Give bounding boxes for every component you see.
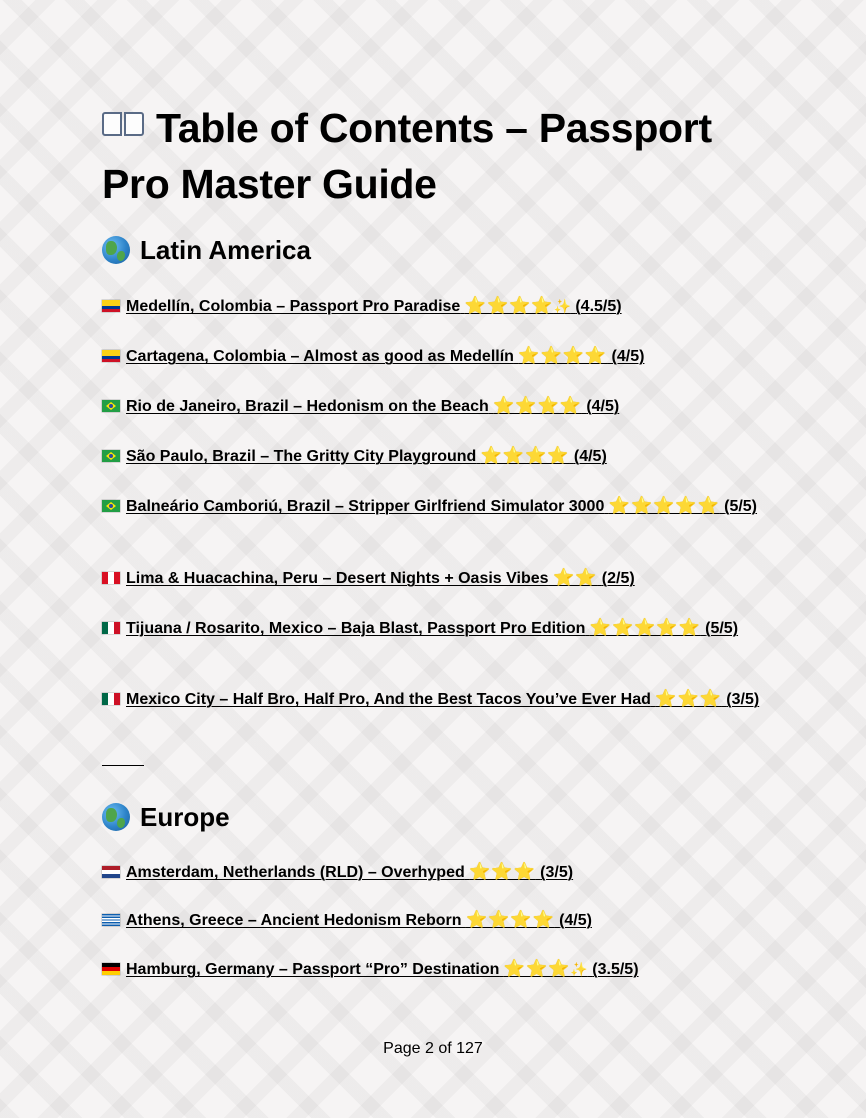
star-rating-icons: ⭐⭐⭐ [655, 689, 722, 708]
section-heading-text: Europe [140, 802, 230, 832]
globe-icon [102, 803, 130, 831]
toc-entry-rio-de-janeiro[interactable] [102, 394, 772, 419]
peru-flag-icon [102, 572, 120, 584]
germany-flag-icon [102, 963, 120, 975]
toc-entry-rating: (3/5) [726, 691, 760, 708]
toc-entry-rating: (5/5) [724, 498, 758, 515]
toc-entry-text: Cartagena, Colombia – Almost as good as Medellín [126, 348, 514, 365]
toc-entry-text: Medellín, Colombia – Passport Pro Paradise [126, 298, 461, 315]
toc-entry-rating: (5/5) [705, 620, 739, 637]
toc-entry-text: São Paulo, Brazil – The Gritty City Playground [126, 448, 477, 465]
toc-entry-text: Rio de Janeiro, Brazil – Hedonism on the Beach [126, 398, 489, 415]
toc-entry-rating: (4/5) [559, 912, 592, 929]
globe-icon [102, 236, 130, 264]
greece-flag-icon [102, 914, 120, 926]
toc-entry-text: Tijuana / Rosarito, Mexico – Baja Blast, Passport Pro Edition [126, 620, 586, 637]
open-book-icon [102, 110, 144, 140]
toc-entry-rating: (3/5) [540, 864, 574, 881]
star-rating-icons: ⭐⭐⭐⭐⭐ [589, 618, 701, 637]
mexico-flag-icon [102, 693, 120, 705]
brazil-flag-icon [102, 400, 120, 412]
toc-entry-athens[interactable] [102, 908, 772, 933]
sparkle-icon: ✨ [570, 961, 588, 977]
toc-entry-mexico-city[interactable] [102, 687, 772, 712]
toc-entry-text: Athens, Greece – Ancient Hedonism Reborn [126, 912, 462, 929]
colombia-flag-icon [102, 300, 120, 312]
brazil-flag-icon [102, 450, 120, 462]
toc-entry-lima-huacachina[interactable] [102, 566, 772, 591]
toc-entry-amsterdam[interactable] [102, 860, 772, 885]
toc-entry-hamburg[interactable] [102, 957, 772, 982]
toc-entry-text: Mexico City – Half Bro, Half Pro, And the Best Tacos You’ve Ever Had [126, 691, 651, 708]
toc-entry-cartagena[interactable] [102, 344, 772, 369]
star-rating-icons: ⭐⭐ [553, 568, 598, 587]
star-rating-icons: ⭐⭐⭐⭐⭐ [608, 496, 720, 515]
document-title [102, 100, 772, 212]
toc-entry-rating: (2/5) [601, 570, 635, 587]
star-rating-icons: ⭐⭐⭐⭐ [465, 910, 555, 929]
toc-entry-rating: (4/5) [586, 398, 620, 415]
star-rating-icons: ⭐⭐⭐ [503, 959, 571, 978]
mexico-flag-icon [102, 622, 120, 634]
star-rating-icons: ⭐⭐⭐ [469, 862, 536, 881]
section-heading-text: Latin America [140, 235, 311, 265]
section-heading-europe [102, 801, 230, 833]
toc-entry-balneario-camboriu[interactable] [102, 494, 772, 519]
section-divider [102, 765, 144, 766]
star-rating-icons: ⭐⭐⭐⭐ [464, 296, 554, 315]
toc-entry-text: Balneário Camboriú, Brazil – Stripper Girlfriend Simulator 3000 [126, 498, 605, 515]
toc-entry-text: Hamburg, Germany – Passport “Pro” Destination [126, 961, 500, 978]
star-rating-icons: ⭐⭐⭐⭐ [480, 446, 570, 465]
brazil-flag-icon [102, 500, 120, 512]
toc-entry-rating: (4/5) [611, 348, 645, 365]
toc-entry-tijuana-rosarito[interactable] [102, 616, 772, 641]
netherlands-flag-icon [102, 866, 120, 878]
star-rating-icons: ⭐⭐⭐⭐ [493, 396, 582, 415]
sparkle-icon: ✨ [553, 298, 571, 314]
toc-entry-medellin[interactable] [102, 294, 772, 319]
toc-entry-rating: (3.5/5) [592, 961, 639, 978]
toc-entry-rating: (4.5/5) [575, 298, 622, 315]
section-heading-latin-america [102, 234, 311, 266]
star-rating-icons: ⭐⭐⭐⭐ [518, 346, 608, 365]
toc-entry-rating: (4/5) [573, 448, 607, 465]
toc-entry-text: Lima & Huacachina, Peru – Desert Nights + Oasis Vibes [126, 570, 549, 587]
document-title-text: Table of Contents – Passport Pro Master Guide [102, 105, 712, 207]
toc-entry-sao-paulo[interactable] [102, 444, 772, 469]
colombia-flag-icon [102, 350, 120, 362]
toc-entry-text: Amsterdam, Netherlands (RLD) – Overhyped [126, 864, 465, 881]
page-number: Page 2 of 127 [383, 1040, 483, 1057]
